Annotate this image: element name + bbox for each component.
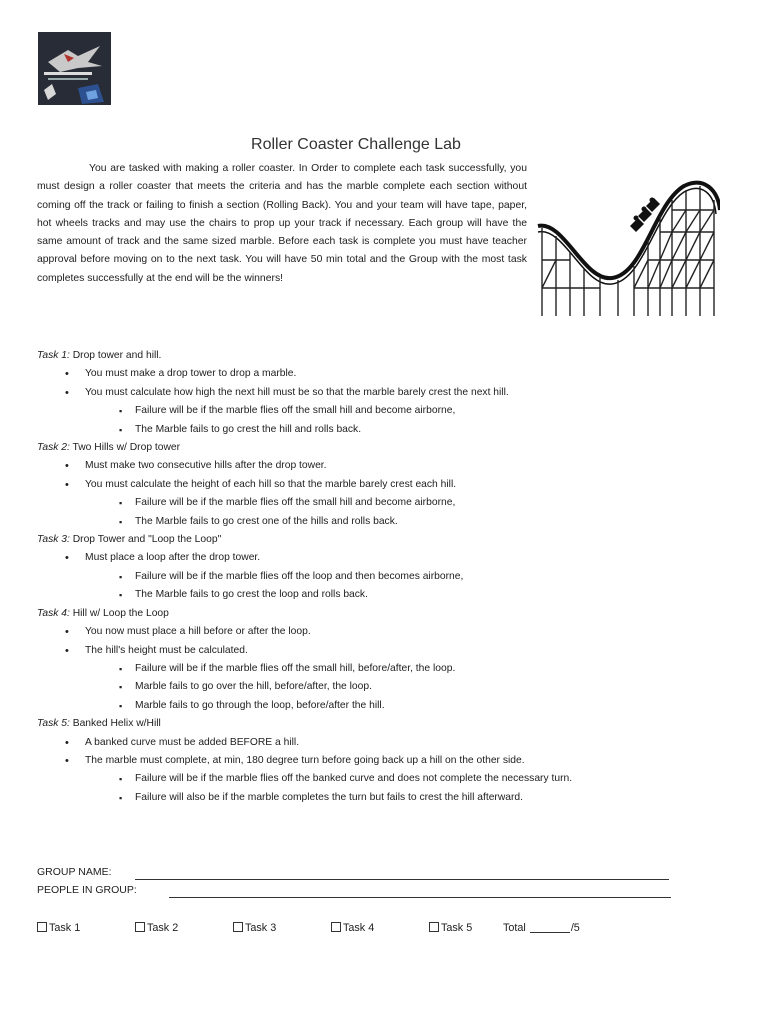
task-label: Task 3: — [37, 534, 70, 546]
task-bullets — [37, 623, 717, 715]
people-in-group-field[interactable] — [37, 884, 671, 896]
task-bullet — [85, 457, 717, 475]
task-3-checkbox[interactable] — [233, 922, 276, 934]
bullet-text: You must calculate the height of each hill so that the marble barely crest each hill. — [85, 478, 457, 490]
task-sub-bullets — [85, 660, 717, 715]
task-name: Drop Tower and "Loop the Loop" — [72, 534, 222, 546]
sub-bullet: ▪ The Marble fails to go crest one of the hills and rolls back. — [135, 513, 717, 531]
task-list — [37, 347, 717, 807]
group-name-label: GROUP NAME: — [37, 866, 112, 878]
bullet-text: You must make a drop tower to drop a marble. — [85, 368, 297, 380]
sub-bullet: ▪ The Marble fails to go crest the hill and rolls back. — [135, 421, 717, 439]
task-bullets — [37, 365, 717, 439]
task-bullets — [37, 549, 717, 604]
task-section — [37, 531, 717, 605]
intro-paragraph — [37, 160, 527, 288]
bullet-text: A banked curve must be added BEFORE a hill. — [85, 736, 300, 748]
logo-graphic — [38, 32, 111, 105]
sub-bullet: ▪ Failure will be if the marble flies off the loop and then becomes airborne, — [135, 568, 717, 586]
task-bullet — [85, 549, 717, 604]
sub-bullet: ▪ Failure will be if the marble flies off the small hill and become airborne, — [135, 494, 717, 512]
checkbox-label: Task 5 — [441, 922, 473, 934]
sub-bullet: ▪ The Marble fails to go crest the loop and rolls back. — [135, 586, 717, 604]
sub-bullet: ▪ Failure will be if the marble flies off the small hill and become airborne, — [135, 402, 717, 420]
total-blank-line[interactable] — [530, 922, 570, 933]
bullet-text: You must calculate how high the next hill must be so that the marble barely crest the next hill. — [85, 386, 509, 398]
task-label: Task 5: — [37, 718, 70, 730]
task-name: Two Hills w/ Drop tower — [72, 442, 181, 454]
bullet-text: Must make two consecutive hills after the drop tower. — [85, 460, 327, 472]
sub-bullet: ▪ Marble fails to go over the hill, before/after, the loop. — [135, 678, 717, 696]
task-heading — [37, 439, 717, 457]
task-heading — [37, 531, 717, 549]
task-bullet — [85, 365, 717, 383]
task-label: Task 2: — [37, 442, 70, 454]
total-score — [503, 922, 580, 934]
people-in-group-line[interactable] — [169, 897, 671, 898]
task-sub-bullets — [85, 568, 717, 605]
task-heading — [37, 605, 717, 623]
bullet-text: The hill's height must be calculated. — [85, 644, 248, 656]
task-section — [37, 439, 717, 531]
school-logo — [38, 32, 111, 105]
people-in-group-label: PEOPLE IN GROUP: — [37, 884, 137, 896]
task-bullet — [85, 623, 717, 641]
checkbox-label: Task 1 — [49, 922, 81, 934]
task-name: Banked Helix w/Hill — [72, 718, 161, 730]
task-bullets — [37, 734, 717, 808]
task-label: Task 1: — [37, 350, 70, 361]
checkbox-icon[interactable] — [135, 922, 145, 932]
task-bullet — [85, 384, 717, 439]
roller-coaster-illustration — [534, 170, 720, 316]
task-4-checkbox[interactable] — [331, 922, 374, 934]
task-name: Hill w/ Loop the Loop — [72, 607, 169, 619]
task-bullet — [85, 476, 717, 531]
task-1-checkbox[interactable] — [37, 922, 80, 934]
task-bullets — [37, 457, 717, 531]
task-sub-bullets — [85, 494, 717, 531]
task-bullet — [85, 734, 717, 752]
task-section — [37, 715, 717, 807]
group-name-line[interactable] — [135, 879, 669, 880]
checkbox-label: Task 2 — [147, 922, 179, 934]
task-bullet — [85, 642, 717, 716]
task-sub-bullets — [85, 770, 717, 807]
bullet-text: You now must place a hill before or after the loop. — [85, 626, 311, 638]
group-name-field[interactable] — [37, 866, 669, 878]
roller-coaster-drawing — [534, 170, 720, 316]
task-sub-bullets — [85, 402, 717, 439]
task-section — [37, 605, 717, 715]
bullet-text: Must place a loop after the drop tower. — [85, 552, 261, 564]
sub-bullet: ▪ Marble fails to go through the loop, before/after the hill. — [135, 697, 717, 715]
bullet-text: The marble must complete, at min, 180 degree turn before going back up a hill on the other side. — [85, 754, 525, 766]
sub-bullet: ▪ Failure will be if the marble flies off the small hill, before/after, the loop. — [135, 660, 717, 678]
sub-bullet: ▪ Failure will also be if the marble completes the turn but fails to crest the hill afterward. — [135, 789, 717, 807]
task-5-checkbox[interactable] — [429, 922, 472, 934]
total-suffix: /5 — [570, 922, 580, 934]
task-heading — [37, 715, 717, 733]
checkbox-label: Task 3 — [245, 922, 277, 934]
task-label: Task 4: — [37, 607, 70, 619]
checkbox-icon[interactable] — [233, 922, 243, 932]
sub-bullet: ▪ Failure will be if the marble flies off the banked curve and does not complete the necessary turn. — [135, 770, 717, 788]
task-section — [37, 347, 717, 439]
checkbox-label: Task 4 — [343, 922, 375, 934]
task-heading — [37, 347, 717, 365]
page-title: Roller Coaster Challenge Lab — [251, 136, 461, 153]
checkbox-icon[interactable] — [429, 922, 439, 932]
task-2-checkbox[interactable] — [135, 922, 178, 934]
checkbox-icon[interactable] — [331, 922, 341, 932]
task-bullet — [85, 752, 717, 807]
total-label: Total — [503, 922, 526, 934]
intro-text: You are tasked with making a roller coaster. In Order to complete each task successfully, you must design a roller coaster that meets the criteria and has the marble complete each section without coming off the track or failing to finish a section (Rolling Back). You and your team will have tape, paper, hot wheels tracks and may use the chairs to prop up your track if necessary. Each group will have the same amount of track and the same sized marble. Before each task is complete you must have teacher approval before moving on to the next task. You will have 50 min total and the Group with the most task completes successfully at the end will be the winners! — [37, 163, 527, 284]
checkbox-icon[interactable] — [37, 922, 47, 932]
task-name: Drop tower and hill. — [72, 350, 162, 361]
